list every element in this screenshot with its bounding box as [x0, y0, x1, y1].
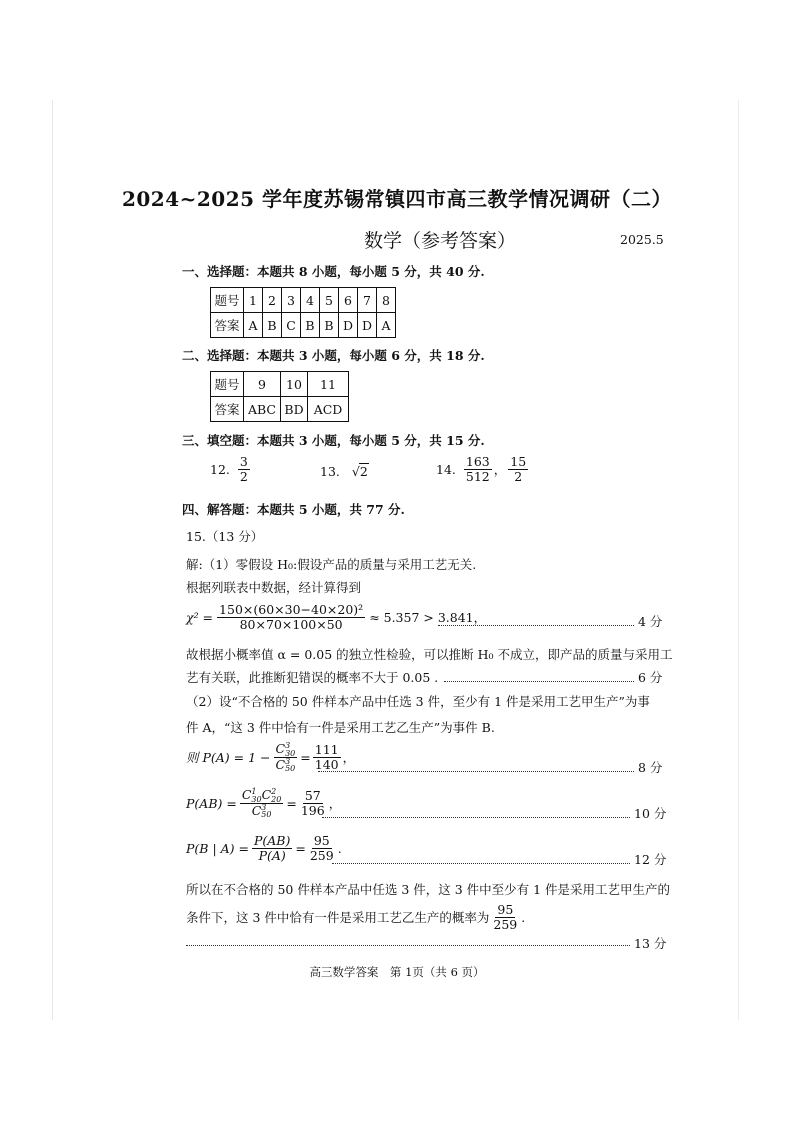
formula-prefix: 则 P(A) = 1 − — [186, 750, 271, 766]
comb-sup: 3 — [285, 741, 291, 751]
comb-sub: 50 — [261, 810, 272, 820]
fraction-numerator: P(AB) — [253, 833, 291, 848]
fraction-denominator: 259 — [493, 916, 518, 932]
combination-fraction — [274, 742, 298, 772]
fraction-numerator: 95 — [313, 833, 330, 848]
solution-line: 条件下，这 3 件中恰有一件是采用工艺乙生产的概率为 — [186, 910, 490, 926]
fraction-numerator: C 1 30 C 2 20 — [241, 787, 282, 804]
score-mark: 13 分 — [634, 936, 667, 951]
solution-line: 所以在不合格的 50 件样本产品中任选 3 件，这 3 件中至少有 1 件是采用工艺甲生产的 — [186, 882, 671, 897]
result-fraction — [313, 743, 341, 772]
fraction-denominator: 140 — [314, 756, 339, 772]
answer-cell: D — [358, 313, 377, 338]
formula-p-b-given-a — [186, 834, 342, 863]
fraction-numerator: 3 — [239, 454, 248, 469]
score-mark: 4 分 — [638, 614, 663, 629]
table-row — [211, 372, 349, 397]
q15-header: 15.（13 分） — [186, 529, 264, 544]
comb-sub: 30 — [251, 794, 262, 804]
sqrt-icon: √ — [351, 464, 360, 479]
row-label-answer: 答案 — [211, 313, 244, 338]
question-number: 7 — [358, 288, 377, 313]
formula-p-a — [186, 742, 355, 772]
question-number: 8 — [377, 288, 396, 313]
document-date: 2025.5 — [620, 232, 664, 247]
q12-label: 12. — [210, 461, 230, 477]
answer-cell: ABC — [244, 397, 281, 422]
answer-cell: D — [339, 313, 358, 338]
q14-fraction-a — [464, 455, 492, 484]
section2-heading: 二、选择题：本题共 3 小题，每小题 6 分，共 18 分. — [182, 348, 485, 363]
fraction-numerator: 95 — [497, 902, 514, 917]
formula-suffix: ， — [342, 750, 356, 766]
question-number: 3 — [282, 288, 301, 313]
page-footer: 高三数学答案 第 1页（共 6 页） — [309, 965, 485, 979]
q14-separator: ， — [493, 462, 507, 478]
solution-line: 艺有关联，此推断犯错误的概率不大于 0.05 . — [186, 670, 439, 685]
answer-cell: B — [320, 313, 339, 338]
answer-cell: A — [377, 313, 396, 338]
question-number: 10 — [281, 372, 308, 397]
formula-prefix: P(B | A) = — [186, 840, 249, 856]
formula-suffix: ， — [328, 796, 342, 812]
equals-sign: = — [300, 749, 311, 765]
question-number: 5 — [320, 288, 339, 313]
row-label-answer: 答案 — [211, 397, 244, 422]
fraction-denominator: 259 — [309, 847, 334, 863]
fraction-numerator: 57 — [304, 787, 321, 803]
dotted-leader — [438, 625, 634, 626]
dotted-leader — [322, 817, 630, 818]
final-fraction — [491, 903, 519, 932]
answer-cell: ACD — [308, 397, 349, 422]
solution-conclusion — [186, 903, 525, 932]
formula-prefix: P(AB) = — [186, 795, 237, 811]
fraction-numerator: 15 — [510, 454, 527, 469]
q13-label: 13. — [320, 464, 340, 479]
dotted-leader — [332, 863, 630, 864]
row-label-question: 题号 — [211, 288, 244, 313]
fraction-numerator: 163 — [465, 454, 490, 469]
fraction-denominator: C 3 50 — [275, 756, 296, 774]
q14-label: 14. — [436, 461, 456, 477]
fraction-denominator: 512 — [465, 468, 490, 484]
result-fraction — [299, 789, 327, 818]
section3-heading: 三、填空题：本题共 3 小题，每小题 5 分，共 15 分. — [182, 433, 485, 448]
fraction-denominator: 196 — [300, 802, 325, 818]
solution-line: 件 A，“这 3 件中恰有一件是采用工艺乙生产”为事件 B. — [186, 720, 495, 735]
fraction-denominator: 2 — [514, 468, 523, 484]
section2-answer-table — [210, 371, 349, 422]
formula-p-ab — [186, 788, 341, 818]
table-row — [211, 288, 396, 313]
comb-sup: 3 — [285, 757, 291, 766]
fraction-numerator: 111 — [314, 741, 339, 757]
solution-line: 根据列联表中数据，经计算得到 — [186, 580, 362, 595]
scan-edge-right — [738, 100, 739, 1020]
dotted-leader — [186, 945, 630, 946]
chi-lhs: χ² = — [186, 609, 214, 625]
fraction-denominator: 2 — [239, 468, 248, 484]
dotted-leader — [444, 681, 634, 682]
question-number: 9 — [244, 372, 281, 397]
score-mark: 12 分 — [634, 852, 667, 867]
table-row — [211, 397, 349, 422]
fraction-numerator: 150×(60×30−40×20)² — [219, 602, 364, 617]
answer-cell: A — [244, 313, 263, 338]
comb-sup: 3 — [261, 803, 267, 812]
equals-sign: = — [295, 840, 306, 856]
q13-radicand: 2 — [359, 464, 368, 479]
section4-heading: 四、解答题：本题共 5 小题，共 77 分. — [182, 502, 405, 517]
row-label-question: 题号 — [211, 372, 244, 397]
fraction-denominator: 80×70×100×50 — [239, 616, 343, 632]
section1-answer-table — [210, 287, 396, 338]
equals-sign: = — [286, 795, 297, 811]
comb-sup: 2 — [271, 787, 277, 797]
chi-square-formula — [186, 603, 486, 632]
comb-sup: 1 — [251, 787, 257, 797]
question-number: 1 — [244, 288, 263, 313]
score-mark: 6 分 — [638, 670, 663, 685]
scan-edge-left — [52, 100, 53, 1020]
comb-sub: 50 — [285, 764, 296, 774]
answer-q14 — [436, 455, 530, 484]
section1-heading: 一、选择题：本题共 8 小题，每小题 5 分，共 40 分. — [182, 264, 485, 279]
comb-sub: 30 — [285, 748, 296, 758]
solution-line: 解:（1）零假设 H₀:假设产品的质量与采用工艺无关. — [186, 557, 477, 572]
solution-line: 故根据小概率值 α = 0.05 的独立性检验，可以推断 H₀ 不成立，即产品的质量与采用工 — [186, 647, 673, 662]
score-mark: 10 分 — [634, 806, 667, 821]
fraction-numerator: C 3 30 — [275, 741, 296, 758]
question-number: 11 — [308, 372, 349, 397]
answer-q13 — [320, 464, 369, 479]
dotted-leader — [318, 771, 634, 772]
fraction-denominator: C 3 50 — [251, 802, 272, 820]
formula-suffix: . — [521, 909, 526, 925]
ratio-fraction — [252, 834, 292, 863]
document-subtitle: 数学（参考答案） — [364, 230, 517, 252]
combination-fraction — [240, 788, 284, 818]
answer-cell: B — [263, 313, 282, 338]
formula-suffix: . — [337, 840, 342, 856]
table-row — [211, 313, 396, 338]
solution-line: （2）设“不合格的 50 件样本产品中任选 3 件，至少有 1 件是采用工艺甲生产”为事 — [186, 694, 650, 709]
question-number: 6 — [339, 288, 358, 313]
q14-fraction-b — [508, 455, 528, 484]
q12-fraction — [238, 455, 250, 484]
score-mark: 8 分 — [638, 760, 663, 775]
chi-fraction — [217, 603, 365, 632]
chi-rhs: ≈ 5.357 > 3.841， — [369, 610, 487, 626]
comb-sub: 20 — [271, 794, 282, 804]
document-title: 2024~2025 学年度苏锡常镇四市高三教学情况调研（二） — [121, 187, 673, 211]
answer-cell: BD — [281, 397, 308, 422]
answer-cell: C — [282, 313, 301, 338]
answer-q12 — [210, 455, 252, 484]
fraction-denominator: P(A) — [258, 847, 286, 863]
answer-cell: B — [301, 313, 320, 338]
question-number: 4 — [301, 288, 320, 313]
question-number: 2 — [263, 288, 282, 313]
result-fraction — [308, 834, 336, 863]
